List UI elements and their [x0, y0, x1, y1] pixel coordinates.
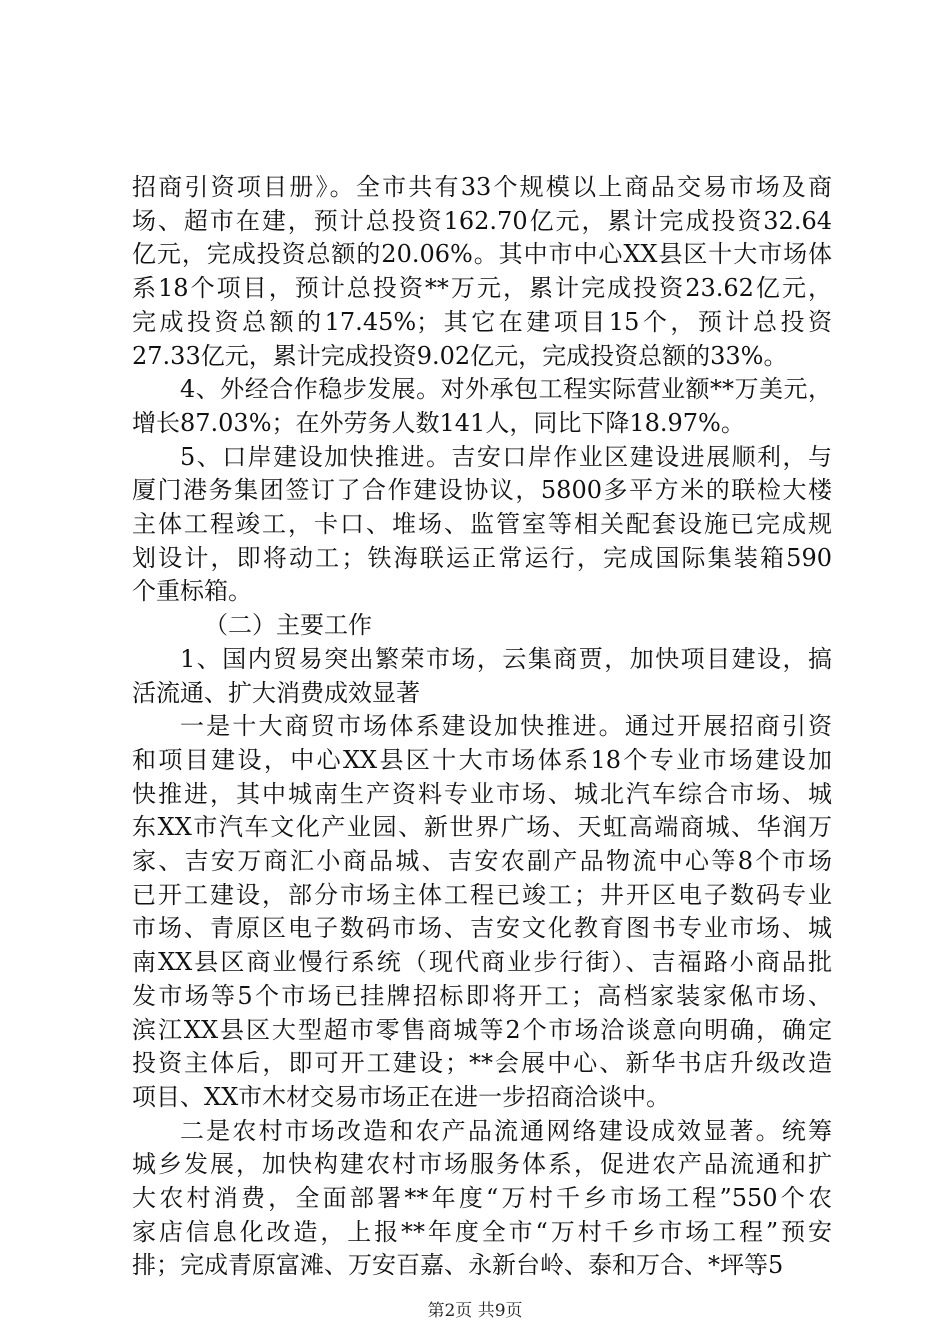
text-line: 亿元，完成投资总额的20.06%。其中市中心XX县区十大市场体: [132, 240, 832, 269]
text-line: 家、吉安万商汇小商品城、吉安农副产品物流中心等8个市场: [132, 847, 832, 875]
text-line: 完成投资总额的17.45%；其它在建项目15个，预计总投资: [132, 307, 832, 336]
text-line: 个重标箱。: [132, 577, 252, 606]
text-line: 已开工建设，部分市场主体工程已竣工；井开区电子数码专业: [132, 880, 832, 909]
text-line: 排；完成青原富滩、万安百嘉、永新台岭、泰和万合、*坪等5: [132, 1251, 784, 1280]
text-line: 市场、青原区电子数码市场、吉安文化教育图书专业市场、城: [132, 914, 832, 943]
text-line: 二是农村市场改造和农产品流通网络建设成效显著。统筹: [180, 1116, 832, 1145]
text-line: 场、超市在建，预计总投资162.70亿元，累计完成投资32.64: [132, 206, 832, 235]
text-line: 增长87.03%；在外劳务人数141人，同比下降18.97%。: [132, 408, 745, 437]
text-line: 划设计，即将动工；铁海联运正常运行，完成国际集装箱590: [132, 543, 832, 572]
text-line: 4、外经合作稳步发展。对外承包工程实际营业额**万美元，: [180, 375, 832, 404]
text-line: 活流通、扩大消费成效显著: [132, 678, 420, 707]
section-heading: （二）主要工作: [204, 611, 372, 640]
text-line: 招商引资项目册》。全市共有33个规模以上商品交易市场及商: [132, 173, 832, 201]
text-line: 1、国内贸易突出繁荣市场，云集商贾，加快项目建设，搞: [180, 644, 832, 673]
text-line: 大农村消费，全面部署**年度“万村千乡市场工程”550个农: [132, 1184, 832, 1212]
text-line: 主体工程竣工，卡口、堆场、监管室等相关配套设施已完成规: [132, 510, 832, 538]
page-footer: 第2页 共9页: [427, 1301, 523, 1321]
text-line: 家店信息化改造，上报**年度全市“万村千乡市场工程”预安: [132, 1217, 832, 1246]
text-line: 南XX县区商业慢行系统（现代商业步行街）、吉福路小商品批: [132, 948, 832, 977]
text-line: 滨江XX县区大型超市零售商城等2个市场洽谈意向明确，确定: [132, 1015, 832, 1044]
text-line: 厦门港务集团签订了合作建设协议，5800多平方米的联检大楼: [132, 476, 832, 505]
text-line: 发市场等5个市场已挂牌招标即将开工；高档家装家俬市场、: [132, 981, 832, 1010]
text-line: 项目、XX市木材交易市场正在进一步招商洽谈中。: [132, 1082, 671, 1111]
text-line: 城乡发展，加快构建农村市场服务体系，促进农产品流通和扩: [132, 1150, 832, 1179]
text-line: 系18个项目，预计总投资**万元，累计完成投资23.62亿元，: [132, 274, 832, 303]
text-line: 投资主体后，即可开工建设；**会展中心、新华书店升级改造: [132, 1049, 832, 1078]
text-line: 一是十大商贸市场体系建设加快推进。通过开展招商引资: [180, 712, 832, 741]
text-line: 27.33亿元，累计完成投资9.02亿元，完成投资总额的33%。: [132, 341, 788, 370]
text-line: 5、口岸建设加快推进。吉安口岸作业区建设进展顺利，与: [180, 442, 832, 471]
text-line: 快推进，其中城南生产资料专业市场、城北汽车综合市场、城: [132, 779, 832, 808]
text-line: 东XX市汽车文化产业园、新世界广场、天虹高端商城、华润万: [132, 813, 832, 842]
text-line: 和项目建设，中心XX县区十大市场体系18个专业市场建设加: [132, 745, 832, 774]
